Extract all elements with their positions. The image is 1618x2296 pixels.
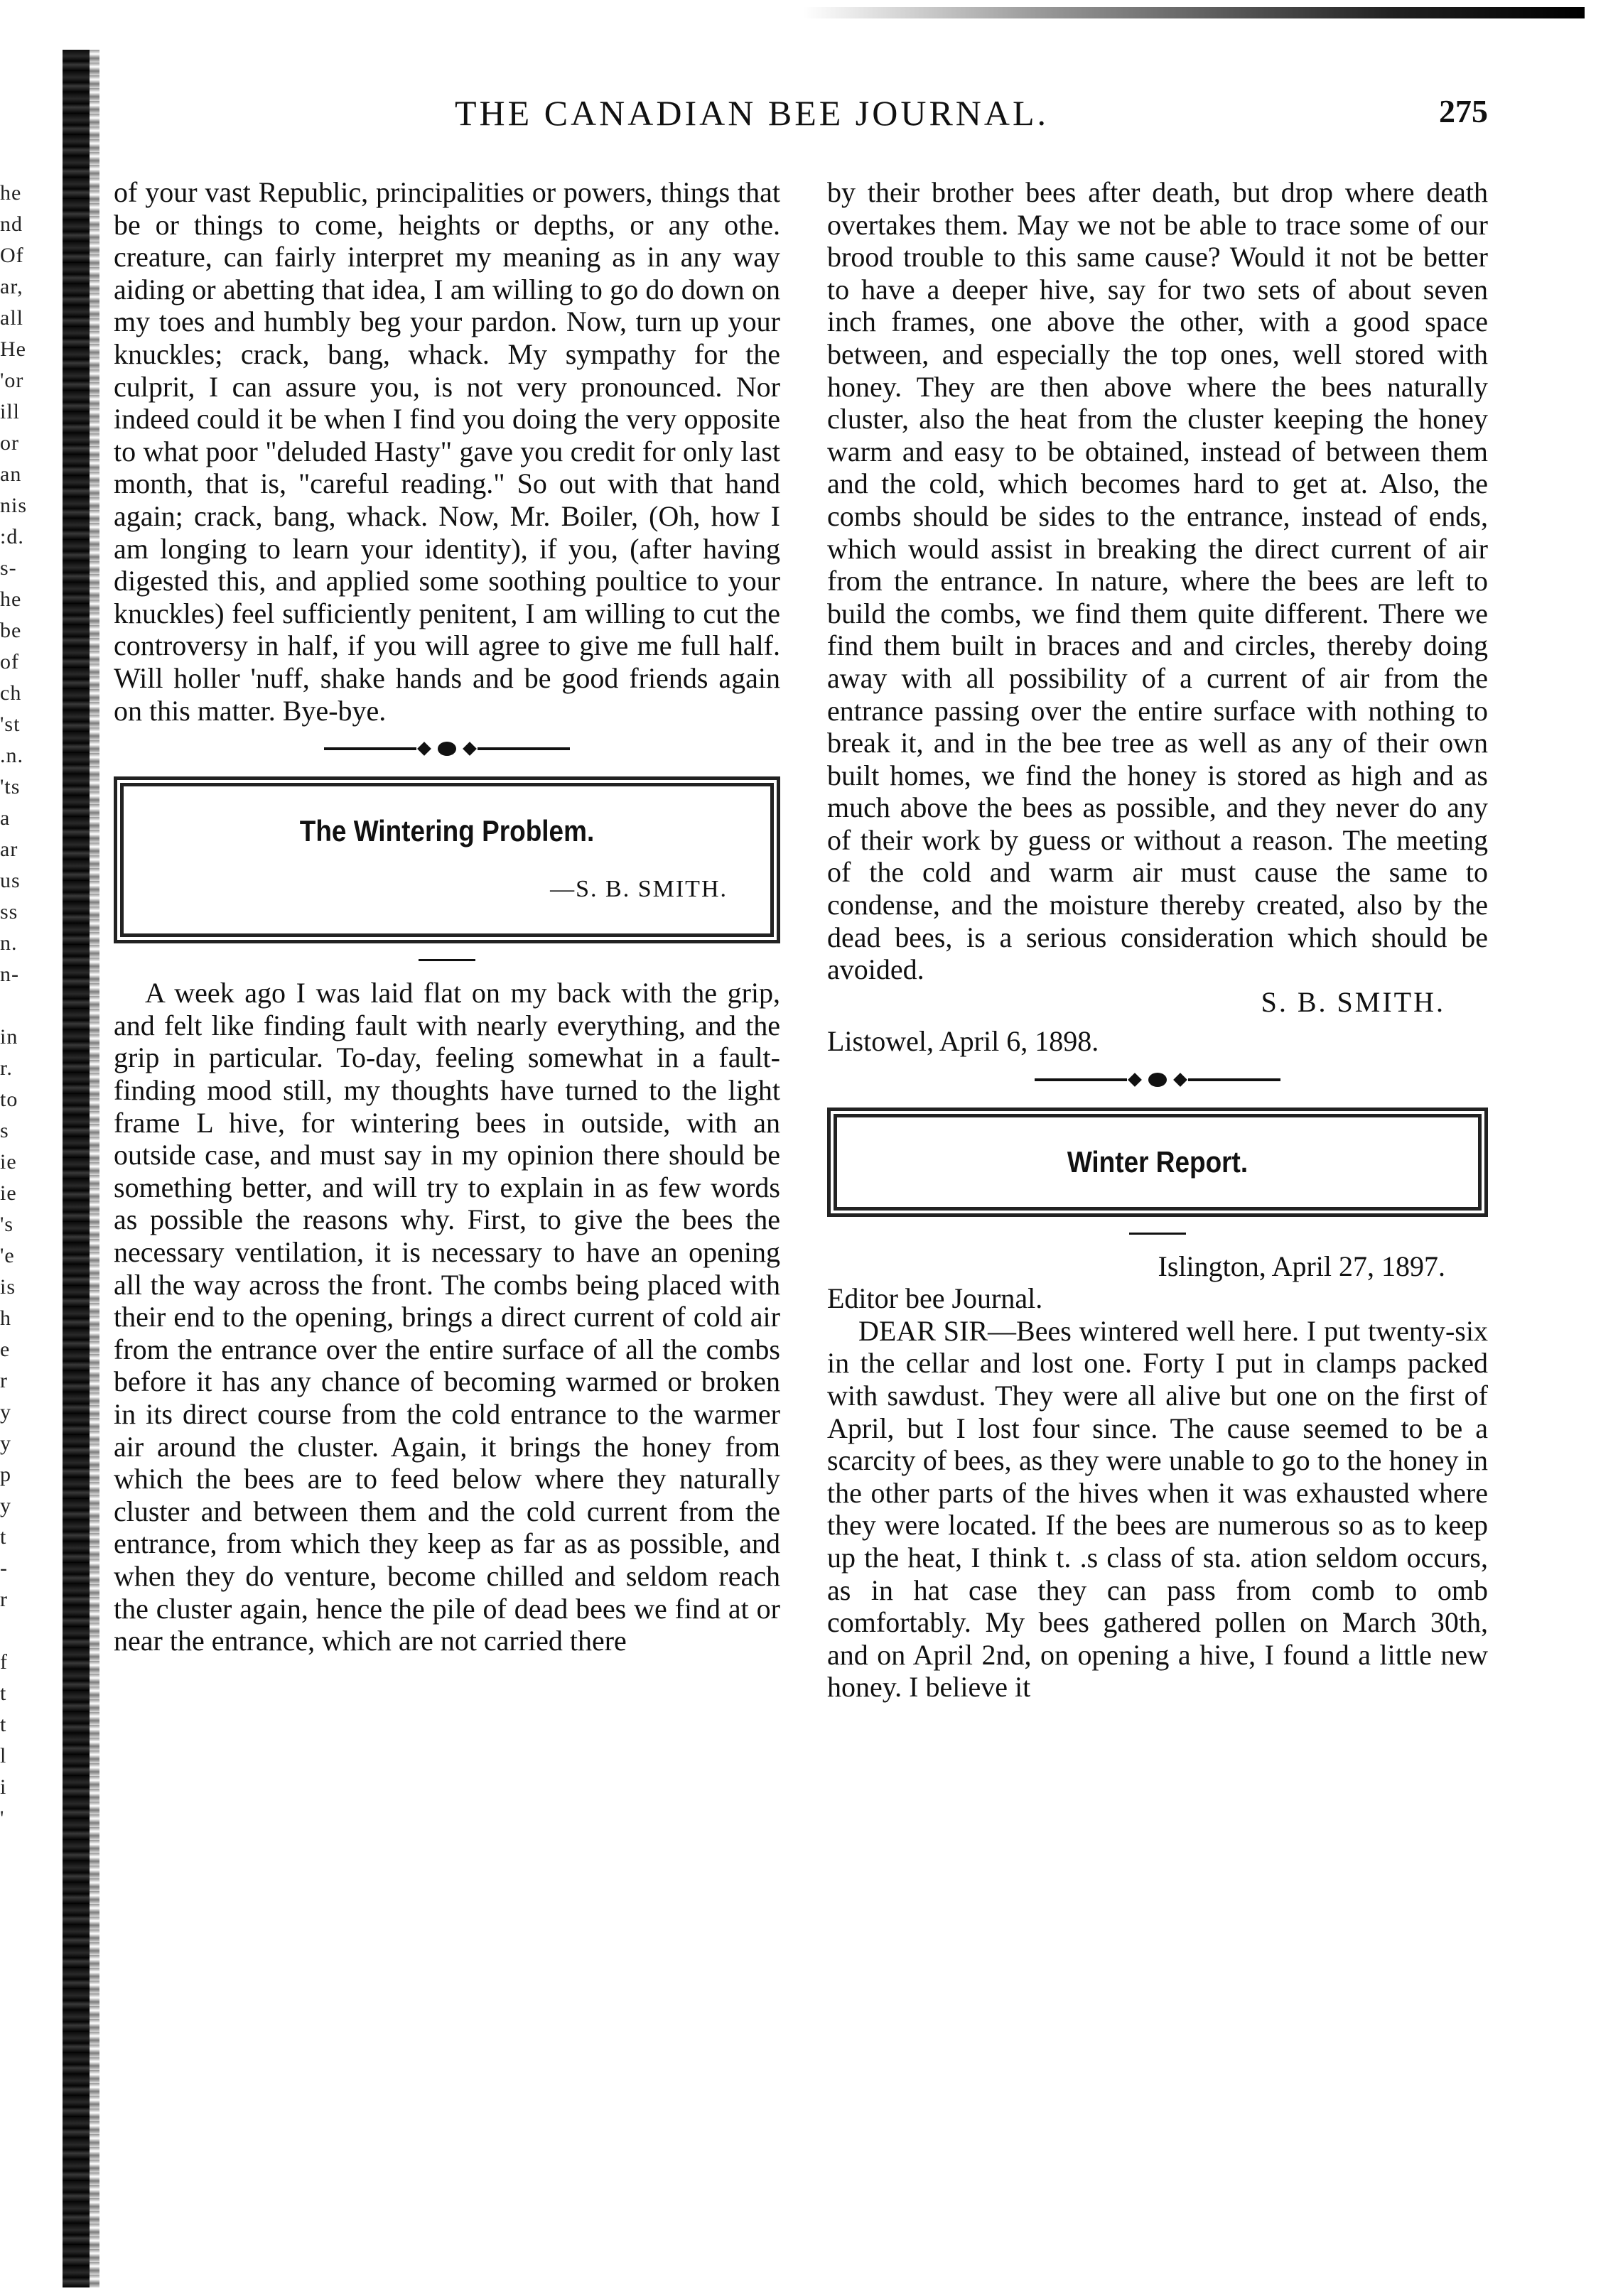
- report-heading-box: [827, 1108, 1488, 1217]
- book-binding-edge: [63, 50, 90, 2287]
- previous-page-fragment: ar: [0, 838, 18, 861]
- previous-page-fragment: 'e: [0, 1244, 15, 1267]
- previous-page-fragment: t: [0, 1713, 7, 1736]
- previous-page-fragment: ie: [0, 1181, 17, 1205]
- previous-page-fragment: r: [0, 1369, 8, 1392]
- previous-page-fragment: ch: [0, 681, 22, 705]
- previous-page-fragment: Of: [0, 244, 24, 267]
- report-dateline: Islington, April 27, 1897.: [1158, 1250, 1445, 1282]
- article-byline: —S. B. SMITH.: [550, 875, 728, 902]
- previous-page-fragment: be: [0, 619, 22, 642]
- binding-shadow: [90, 50, 99, 2287]
- report-salutation: DEAR SIR: [858, 1314, 988, 1347]
- previous-page-fragment: 'or: [0, 369, 24, 392]
- previous-page-fragment: 'ts: [0, 775, 21, 798]
- previous-page-fragment: an: [0, 462, 22, 486]
- article-title: The Wintering Problem.: [299, 814, 595, 848]
- previous-page-fragment: h: [0, 1306, 11, 1330]
- page-number: 275: [1439, 93, 1488, 129]
- previous-page-fragment: He: [0, 337, 26, 361]
- previous-page-fragment: ill: [0, 400, 21, 423]
- previous-page-fragment: i: [0, 1775, 7, 1799]
- previous-page-fragment: e: [0, 1338, 11, 1361]
- previous-page-fragment: [0, 1615, 60, 1647]
- left-column: [114, 176, 780, 1657]
- previous-page-fragment: n-: [0, 963, 19, 986]
- body-paragraph: by their brother bees after death, but drop where death overtakes them. May we not be able to trace some of our brood trouble to this same cause? Would it not be better to have a deeper hive, say for two sets of about seven inch frames, one above the other, with a good space between, and especially the top ones, well stored with honey. They are then above where the bees naturally cluster, also the heat from the cluster keeping the honey warm and easy to be obtained, instead of between them and the cold, which becomes hard to get at. Also, the combs should be sides to the entrance, instead of ends, which would assist in breaking the direct current of air from the entrance. In nature, where the bees are left to build the combs, we find them quite different. There we find them built in braces and and circles, thereby doing away with all possibility of a current of air from the entrance passing over the entire surface with nothing to break it, and in the bee tree as well as any of their own built homes, we find the honey is stored as high and as much above the bees as possible, and they never do any of their work by guess or without a reason. The meeting of the cold and warm air must cause the same to condense, and the moisture thereby created, also by the dead bees, is a serious consideration which should be avoided.: [827, 176, 1488, 986]
- previous-page-fragment: r.: [0, 1056, 13, 1080]
- previous-page-fragment: f: [0, 1650, 8, 1674]
- previous-page-fragment: ': [0, 1807, 5, 1830]
- previous-page-fragment: t: [0, 1525, 7, 1549]
- right-column: [827, 176, 1488, 1704]
- previous-page-fragment: nis: [0, 494, 28, 517]
- previous-page-fragment: l: [0, 1744, 7, 1767]
- report-address: Editor bee Journal.: [827, 1282, 1043, 1315]
- previous-page-fragment: to: [0, 1088, 18, 1111]
- scan-edge-rule: [803, 7, 1585, 18]
- previous-page-fragment: ie: [0, 1150, 17, 1174]
- previous-page-fragment: in: [0, 1025, 18, 1049]
- place-date-line: Listowel, April 6, 1898.: [827, 1025, 1099, 1058]
- author-signature: S. B. SMITH.: [1261, 985, 1445, 1018]
- short-divider: [1129, 1233, 1186, 1235]
- previous-page-fragment: y: [0, 1431, 11, 1455]
- body-paragraph: A week ago I was laid flat on my back with the grip, and felt like finding fault with nearly everything, and the grip in particular. To-day, feeling somewhat in a fault-finding mood still, my thoughts have turned to the light frame L hive, for wintering bees in outside, with an outside case, and must say in my opinion there should be something better, and will try to explain in as few words as possible the reasons why. First, to give the bees the necessary ventilation, it is necessary to have an opening all the way across the front. The combs being placed with their end to the opening, brings a direct current of cold air from the entrance over the entire surface of all the combs before it has any chance of becoming warmed or broken in its direct course from the cold entrance to the warmer air around the cluster. Again, it brings the honey from which the bees are to feed below where they naturally cluster and between them and the cold current from the entrance, from which they keep as far as as possible, and when they do venture, become chilled and seldom reach the cluster again, hence the pile of dead bees we find at or near the entrance, which are not carried there: [114, 977, 780, 1657]
- previous-page-fragment: ar,: [0, 275, 23, 298]
- ornamental-divider: [114, 732, 780, 765]
- previous-page-fragment: of: [0, 650, 19, 673]
- previous-page-fragment: .n.: [0, 744, 23, 767]
- previous-page-fragment: 's: [0, 1213, 14, 1236]
- previous-page-fragment: nd: [0, 212, 23, 236]
- report-body-text: —Bees wintered well here. I put twenty-six in the cellar and lost one. Forty I put in clamps packed with sawdust. They were all alive but one on the first of April, but I lost four since. The cause seemed to be a scarcity of bees, as they were unable to go to the honey in the other parts of the hives when it was exhausted where they were located. If the bees are numerous so as to keep up the heat, I think t. .s class of sta. ation seldom occurs, as in hat case they can pass from comb to omb comfortably. My bees gathered pollen on March 30th, and on April 2nd, on opening a hive, I found a little new honey. I believe it: [827, 1314, 1488, 1704]
- previous-page-fragment: n.: [0, 931, 18, 955]
- previous-page-fragment: or: [0, 431, 19, 455]
- previous-page-fragment: all: [0, 306, 23, 330]
- ornamental-divider: [827, 1063, 1488, 1096]
- previous-page-fragment: :d.: [0, 525, 24, 548]
- previous-page-fragment: p: [0, 1463, 11, 1486]
- previous-page-fragment: [0, 990, 60, 1022]
- previous-page-fragment: ss: [0, 900, 18, 924]
- previous-page-fragment: y: [0, 1400, 11, 1424]
- previous-page-fragment: t: [0, 1682, 7, 1705]
- short-divider: [419, 959, 475, 961]
- previous-page-fragment: 'st: [0, 713, 21, 736]
- body-paragraph: of your vast Republic, principalities or powers, things that be or things to come, heights or depths, or any othe. creature, can fairly interpret my meaning as in any way aiding or abetting that idea, I am willing to go do down on my toes and humbly beg your pardon. Now, turn up your knuckles; crack, bang, whack. My sympathy for the culprit, I can assure you, is not very pronounced. Nor indeed could it be when I find you doing the very opposite to what poor "deluded Hasty" gave you credit for only last month, that is, "careful reading." So out with that hand again; crack, bang, whack. Now, Mr. Boiler, (Oh, how I am longing to learn your identity), if you, (after having digested this, and applied some soothing poultice to your knuckles) feel sufficiently penitent, I am willing to cut the controversy in half, if you will agree to give me full half. Will holler 'nuff, shake hands and be good friends again on this matter. Bye-bye.: [114, 176, 780, 727]
- previous-page-fragment: -: [0, 1556, 8, 1580]
- previous-page-fragments: [0, 178, 60, 1834]
- previous-page-fragment: he: [0, 181, 22, 205]
- previous-page-fragment: y: [0, 1494, 11, 1517]
- running-head: THE CANADIAN BEE JOURNAL.: [455, 93, 1050, 133]
- previous-page-fragment: he: [0, 587, 22, 611]
- previous-page-fragment: s-: [0, 556, 17, 580]
- previous-page-fragment: us: [0, 869, 21, 892]
- report-body: [827, 1315, 1488, 1704]
- previous-page-fragment: a: [0, 806, 11, 830]
- previous-page-fragment: is: [0, 1275, 16, 1299]
- article-heading-box: [114, 776, 780, 943]
- report-title: Winter Report.: [1067, 1145, 1248, 1179]
- previous-page-fragment: s: [0, 1119, 9, 1142]
- previous-page-fragment: r: [0, 1588, 8, 1611]
